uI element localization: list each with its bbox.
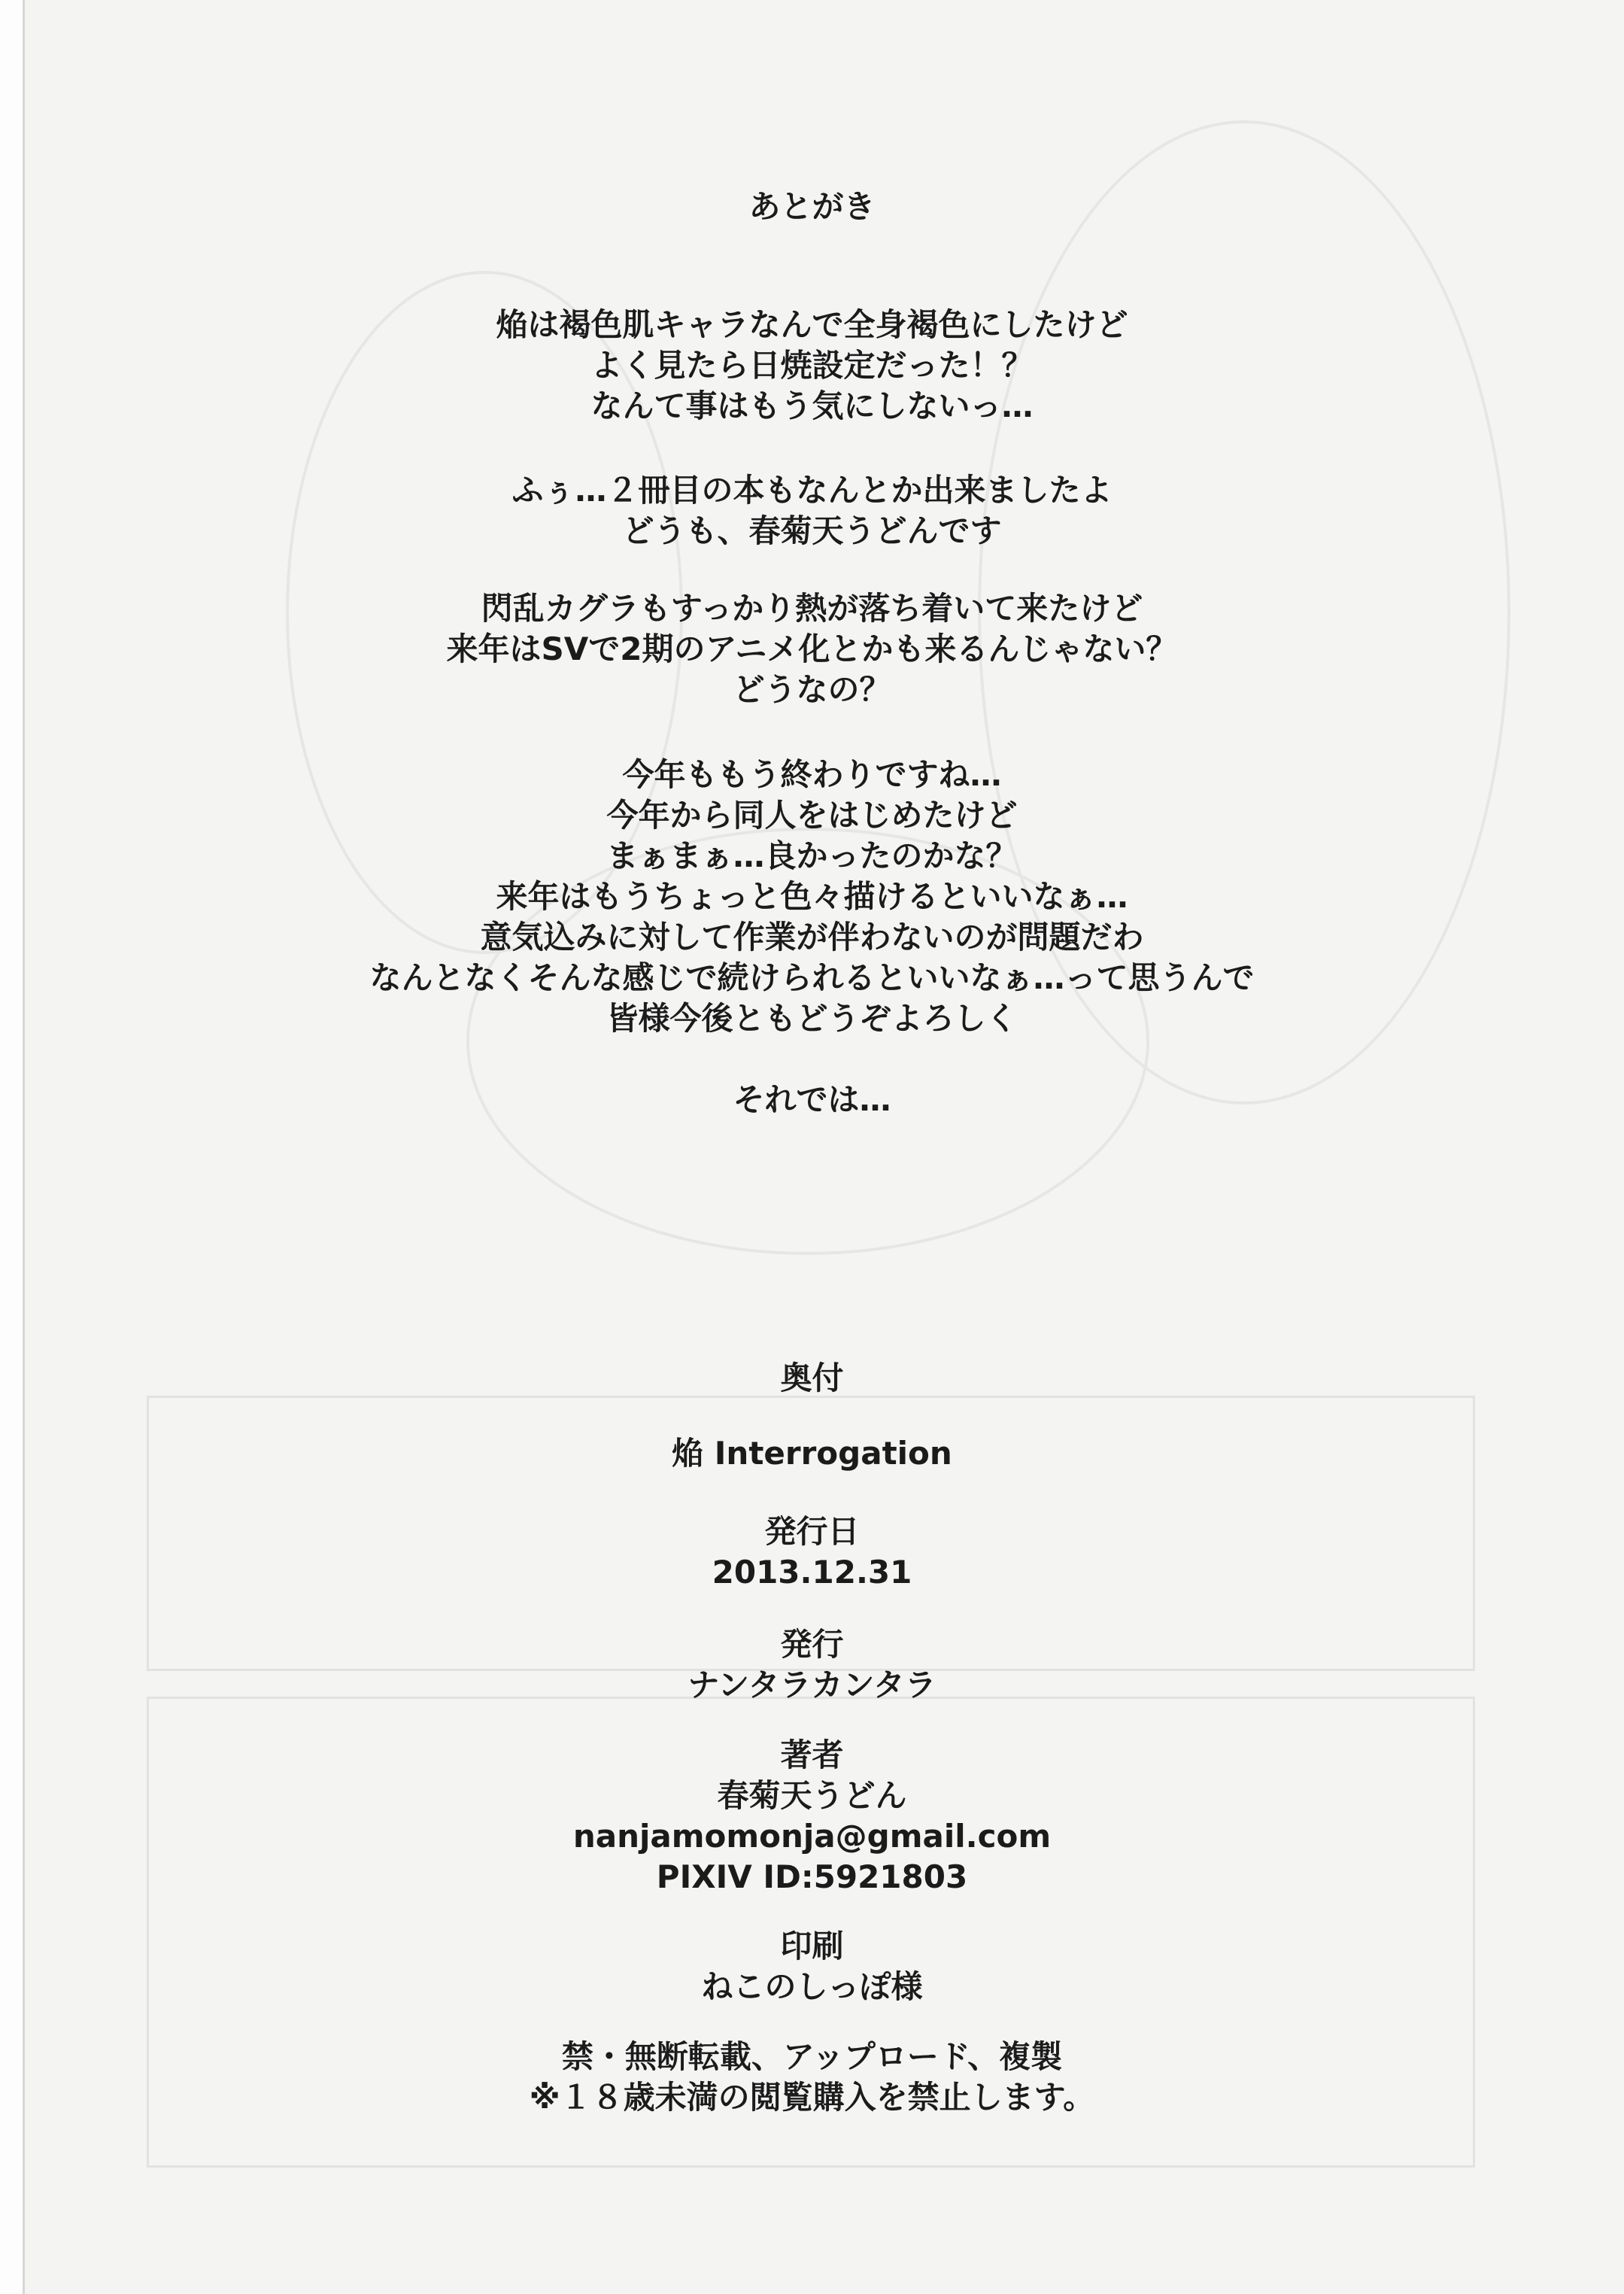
- colophon-title-block: [0, 1433, 1624, 1474]
- author-name: 春菊天うどん: [717, 1777, 907, 1814]
- colophon-printer-block: [0, 1926, 1624, 2007]
- publication-date: 2013.12.31: [712, 1554, 912, 1591]
- publisher-name: ナンタラカンタラ: [688, 1667, 936, 1703]
- copyright-notice: 禁・無断転載、アップロード、複製: [561, 2038, 1063, 2075]
- afterword-line: なんて事はもう気にしないっ…: [590, 387, 1034, 424]
- afterword-line: 来年はSVで2期のアニメ化とかも来るんじゃない？: [446, 630, 1178, 667]
- colophon-heading-block: [0, 1358, 1624, 1399]
- author-pixiv-id: PIXIV ID:5921803: [656, 1858, 968, 1895]
- afterword-paragraph-2: [0, 470, 1624, 551]
- author-email: nanjamomonja@gmail.com: [572, 1818, 1052, 1855]
- colophon-publisher-block: [0, 1624, 1624, 1706]
- colophon-heading: 奥付: [780, 1360, 844, 1396]
- afterword-line: なんとなくそんな感じで続けられるといいなぁ…って思うんで: [369, 959, 1255, 996]
- afterword-line: よく見たら日焼設定だった！？: [590, 347, 1034, 384]
- afterword-line: 閃乱カグラもすっかり熱が落ち着いて来たけど: [481, 590, 1143, 627]
- afterword-line: ふぅ…２冊目の本もなんとか出来ましたよ: [511, 472, 1113, 509]
- afterword-title: あとがき: [748, 188, 876, 225]
- publisher-label: 発行: [780, 1626, 844, 1663]
- afterword-line: 今年ももう終わりですね…: [622, 756, 1002, 793]
- book-title: 焔 Interrogation: [672, 1435, 952, 1472]
- age-restriction-notice: ※１８歳未満の閲覧購入を禁止します。: [529, 2079, 1095, 2116]
- printer-name: ねこのしっぽ様: [701, 1968, 923, 2005]
- colophon-date-block: [0, 1512, 1624, 1593]
- afterword-line: 今年から同人をはじめたけど: [606, 797, 1018, 834]
- date-label: 発行日: [764, 1513, 860, 1550]
- afterword-line: どうも、春菊天うどんです: [622, 512, 1002, 549]
- afterword-line: 来年はもうちょっと色々描けるといいなぁ…: [496, 878, 1128, 915]
- colophon-notice-block: [0, 2037, 1624, 2118]
- afterword-paragraph-1: [0, 305, 1624, 427]
- afterword-line: 意気込みに対して作業が伴わないのが問題だわ: [480, 919, 1144, 956]
- author-label: 著者: [780, 1736, 844, 1773]
- afterword-line: まぁまぁ…良かったのかな？: [606, 837, 1018, 874]
- afterword-line: どうなの？: [733, 671, 891, 708]
- afterword-title-block: [0, 187, 1624, 227]
- afterword-paragraph-4: [0, 755, 1624, 1039]
- colophon-author-block: [0, 1735, 1624, 1897]
- printer-label: 印刷: [780, 1928, 844, 1964]
- afterword-line: 焔は褐色肌キャラなんで全身褐色にしたけど: [496, 306, 1128, 343]
- afterword-closing-line: それでは…: [733, 1081, 891, 1118]
- afterword-line: 皆様今後ともどうぞよろしく: [606, 1000, 1018, 1037]
- afterword-paragraph-5: [0, 1080, 1624, 1120]
- afterword-paragraph-3: [0, 588, 1624, 710]
